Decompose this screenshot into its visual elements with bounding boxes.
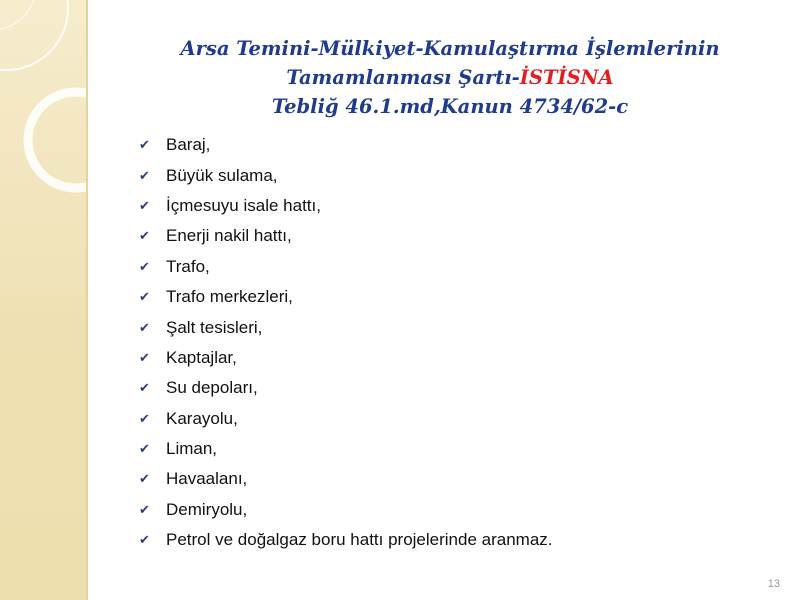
checkmark-icon: ✔ bbox=[139, 471, 150, 487]
checkmark-icon: ✔ bbox=[139, 410, 150, 426]
list-item bbox=[139, 312, 553, 342]
checkmark-icon: ✔ bbox=[139, 258, 150, 274]
decorative-ring-middle bbox=[28, 92, 88, 188]
list-item-text: Liman, bbox=[166, 439, 218, 459]
list-item bbox=[139, 282, 553, 312]
list-item bbox=[139, 221, 553, 251]
checkmark-icon: ✔ bbox=[139, 532, 150, 548]
title-line-2-prefix: Tamamlanması Şartı- bbox=[286, 66, 520, 89]
list-item bbox=[139, 130, 553, 160]
list-item-text: Karayolu, bbox=[166, 408, 238, 428]
decorative-ring-small bbox=[0, 0, 36, 30]
checkmark-icon: ✔ bbox=[139, 197, 150, 213]
list-item-text: Büyük sulama, bbox=[166, 165, 278, 185]
list-item bbox=[139, 343, 553, 373]
list-item-text: Su depoları, bbox=[166, 378, 258, 398]
list-item-text: Enerji nakil hattı, bbox=[166, 226, 292, 246]
list-item bbox=[139, 525, 553, 555]
checkmark-icon: ✔ bbox=[139, 137, 150, 153]
list-item-text: Kaptajlar, bbox=[166, 347, 237, 367]
title-line-1: Arsa Temini-Mülkiyet-Kamulaştırma İşlemlerinin bbox=[180, 37, 720, 60]
list-item bbox=[139, 464, 553, 494]
list-item-text: Trafo merkezleri, bbox=[166, 287, 293, 307]
page-number: 13 bbox=[767, 578, 780, 590]
list-item-text: Şalt tesisleri, bbox=[166, 317, 263, 337]
list-item bbox=[139, 404, 553, 434]
side-band-edge bbox=[86, 0, 88, 600]
title-accent-istisna: İSTİSNA bbox=[519, 66, 614, 89]
slide-title bbox=[100, 34, 800, 121]
checkmark-icon: ✔ bbox=[139, 501, 150, 517]
checkmark-icon: ✔ bbox=[139, 319, 150, 335]
checkmark-icon: ✔ bbox=[139, 380, 150, 396]
checkmark-icon: ✔ bbox=[139, 289, 150, 305]
checkmark-icon: ✔ bbox=[139, 167, 150, 183]
list-item-text: İçmesuyu isale hattı, bbox=[166, 195, 321, 215]
decorative-side-band bbox=[0, 0, 88, 600]
list-item bbox=[139, 434, 553, 464]
list-item bbox=[139, 373, 553, 403]
list-item-text: Baraj, bbox=[166, 135, 211, 155]
decorative-ring-top bbox=[0, 0, 68, 70]
list-item bbox=[139, 252, 553, 282]
checkmark-icon: ✔ bbox=[139, 441, 150, 457]
list-item-text: Havaalanı, bbox=[166, 469, 248, 489]
list-item bbox=[139, 160, 553, 190]
checkmark-icon: ✔ bbox=[139, 349, 150, 365]
bullet-list bbox=[139, 130, 553, 555]
list-item-text: Demiryolu, bbox=[166, 499, 248, 519]
list-item bbox=[139, 495, 553, 525]
title-line-3: Tebliğ 46.1.md,Kanun 4734/62-c bbox=[271, 95, 629, 118]
decorative-rings bbox=[0, 0, 88, 600]
list-item-text: Petrol ve doğalgaz boru hattı projelerinde aranmaz. bbox=[166, 530, 553, 550]
list-item bbox=[139, 191, 553, 221]
checkmark-icon: ✔ bbox=[139, 228, 150, 244]
list-item-text: Trafo, bbox=[166, 256, 210, 276]
